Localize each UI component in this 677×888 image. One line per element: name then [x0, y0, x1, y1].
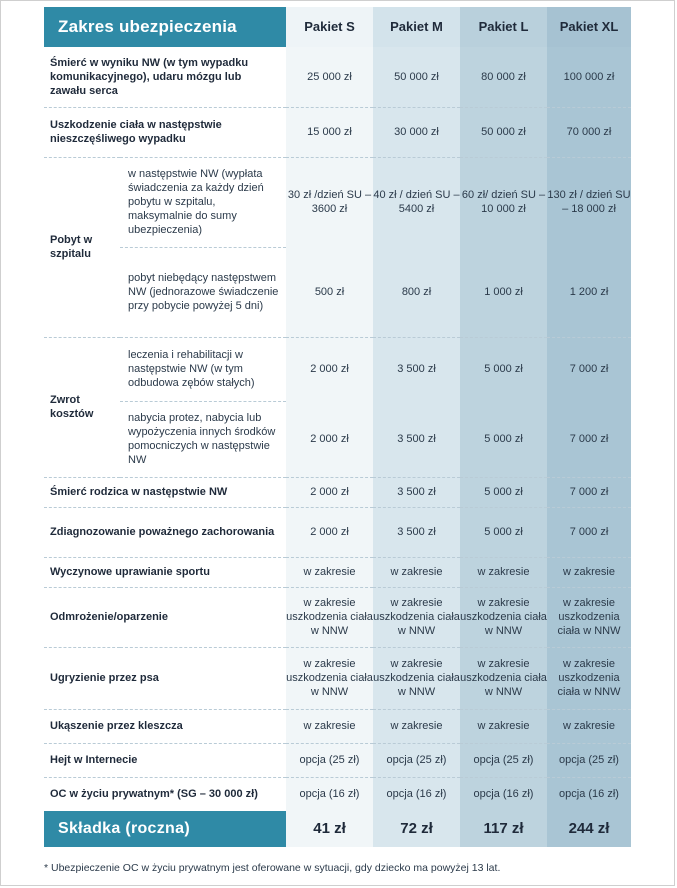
cell-s: w zakresie — [286, 709, 373, 743]
sub-label: nabycia protez, nabycia lub wypożyczenia innych środków pomocniczych w następstwie NW — [120, 401, 286, 477]
sub-label: w następstwie NW (wypłata świadczenia za każdy dzień pobytu w szpitalu, maksymalnie do sumy ubezpieczenia) — [120, 157, 286, 247]
cell-s: 30 zł /dzień SU – 3600 zł — [286, 157, 373, 247]
cell-l: w zakresie uszkodzenia ciała w NNW — [460, 587, 547, 647]
cell-m: 800 zł — [373, 247, 460, 337]
cell-s: w zakresie uszkodzenia ciała w NNW — [286, 587, 373, 647]
table-row — [44, 507, 631, 557]
cell-xl: 7 000 zł — [547, 337, 631, 401]
cell-xl: 100 000 zł — [547, 47, 631, 107]
cell-l: w zakresie uszkodzenia ciała w NNW — [460, 647, 547, 709]
cell-s: 2 000 zł — [286, 507, 373, 557]
cell-m: 40 zł / dzień SU – 5400 zł — [373, 157, 460, 247]
cell-m: 3 500 zł — [373, 507, 460, 557]
group-label: Pobyt w szpitalu — [44, 157, 120, 337]
row-label: Wyczynowe uprawianie sportu — [44, 557, 286, 587]
cell-xl: opcja (16 zł) — [547, 777, 631, 811]
table-row — [44, 247, 631, 337]
sub-label: pobyt niebędący następstwem NW (jednorazowe świadczenie przy pobycie powyżej 5 dni) — [120, 247, 286, 337]
cell-xl: w zakresie — [547, 709, 631, 743]
package-xl-header: Pakiet XL — [547, 7, 631, 47]
cell-s: 15 000 zł — [286, 107, 373, 157]
premium-xl: 244 zł — [547, 811, 631, 847]
cell-m: w zakresie — [373, 709, 460, 743]
table-row — [44, 401, 631, 477]
row-label: Hejt w Internecie — [44, 743, 286, 777]
row-label: Ukąszenie przez kleszcza — [44, 709, 286, 743]
cell-s: 2 000 zł — [286, 337, 373, 401]
table-row — [44, 477, 631, 507]
cell-m: opcja (16 zł) — [373, 777, 460, 811]
cell-xl: w zakresie uszkodzenia ciała w NNW — [547, 587, 631, 647]
table-row — [44, 587, 631, 647]
row-label: Ugryzienie przez psa — [44, 647, 286, 709]
cell-m: 50 000 zł — [373, 47, 460, 107]
table-row — [44, 157, 631, 247]
table-title: Zakres ubezpieczenia — [44, 7, 286, 47]
table-row — [44, 337, 631, 401]
cell-s: 2 000 zł — [286, 401, 373, 477]
cell-l: opcja (25 zł) — [460, 743, 547, 777]
cell-m: w zakresie uszkodzenia ciała w NNW — [373, 587, 460, 647]
premium-l: 117 zł — [460, 811, 547, 847]
cell-m: w zakresie uszkodzenia ciała w NNW — [373, 647, 460, 709]
package-m-header: Pakiet M — [373, 7, 460, 47]
cell-xl: 7 000 zł — [547, 507, 631, 557]
cell-s: 500 zł — [286, 247, 373, 337]
cell-m: 3 500 zł — [373, 337, 460, 401]
sub-label: leczenia i rehabilitacji w następstwie NW (w tym odbudowa zębów stałych) — [120, 337, 286, 401]
cell-l: w zakresie — [460, 709, 547, 743]
table-row — [44, 647, 631, 709]
table-row — [44, 709, 631, 743]
cell-l: 60 zł/ dzień SU – 10 000 zł — [460, 157, 547, 247]
cell-l: 5 000 zł — [460, 507, 547, 557]
cell-m: 30 000 zł — [373, 107, 460, 157]
row-label: Śmierć rodzica w następstwie NW — [44, 477, 286, 507]
premium-label: Składka (roczna) — [44, 811, 286, 847]
cell-s: 2 000 zł — [286, 477, 373, 507]
cell-xl: 7 000 zł — [547, 477, 631, 507]
row-label: Odmrożenie/oparzenie — [44, 587, 286, 647]
cell-xl: 7 000 zł — [547, 401, 631, 477]
cell-s: opcja (25 zł) — [286, 743, 373, 777]
table-row — [44, 777, 631, 811]
table-row — [44, 107, 631, 157]
footnote: * Ubezpieczenie OC w życiu prywatnym jest oferowane w sytuacji, gdy dziecko ma powyżej 13 lat. — [44, 862, 501, 874]
row-label: Zdiagnozowanie poważnego zachorowania — [44, 507, 286, 557]
cell-l: 50 000 zł — [460, 107, 547, 157]
cell-xl: 130 zł / dzień SU – 18 000 zł — [547, 157, 631, 247]
cell-l: opcja (16 zł) — [460, 777, 547, 811]
cell-xl: opcja (25 zł) — [547, 743, 631, 777]
row-label: Śmierć w wyniku NW (w tym wypadku komunikacyjnego), udaru mózgu lub zawału serca — [44, 47, 286, 107]
cell-l: 5 000 zł — [460, 401, 547, 477]
cell-m: w zakresie — [373, 557, 460, 587]
premium-row — [44, 811, 631, 847]
cell-xl: 70 000 zł — [547, 107, 631, 157]
cell-xl: 1 200 zł — [547, 247, 631, 337]
cell-m: 3 500 zł — [373, 477, 460, 507]
insurance-table — [44, 7, 631, 847]
cell-s: w zakresie uszkodzenia ciała w NNW — [286, 647, 373, 709]
cell-xl: w zakresie — [547, 557, 631, 587]
cell-l: 5 000 zł — [460, 477, 547, 507]
cell-xl: w zakresie uszkodzenia ciała w NNW — [547, 647, 631, 709]
group-label: Zwrot kosztów — [44, 337, 120, 477]
cell-s: w zakresie — [286, 557, 373, 587]
row-label: OC w życiu prywatnym* (SG – 30 000 zł) — [50, 788, 258, 801]
cell-l: 5 000 zł — [460, 337, 547, 401]
cell-l: 80 000 zł — [460, 47, 547, 107]
package-l-header: Pakiet L — [460, 7, 547, 47]
cell-s: opcja (16 zł) — [286, 777, 373, 811]
cell-m: 3 500 zł — [373, 401, 460, 477]
premium-m: 72 zł — [373, 811, 460, 847]
cell-s: 25 000 zł — [286, 47, 373, 107]
table-row — [44, 47, 631, 107]
premium-s: 41 zł — [286, 811, 373, 847]
table-row — [44, 557, 631, 587]
table-row — [44, 743, 631, 777]
cell-l: 1 000 zł — [460, 247, 547, 337]
row-label: Uszkodzenie ciała w następstwie nieszczęśliwego wypadku — [44, 107, 286, 157]
cell-m: opcja (25 zł) — [373, 743, 460, 777]
cell-l: w zakresie — [460, 557, 547, 587]
package-s-header: Pakiet S — [286, 7, 373, 47]
